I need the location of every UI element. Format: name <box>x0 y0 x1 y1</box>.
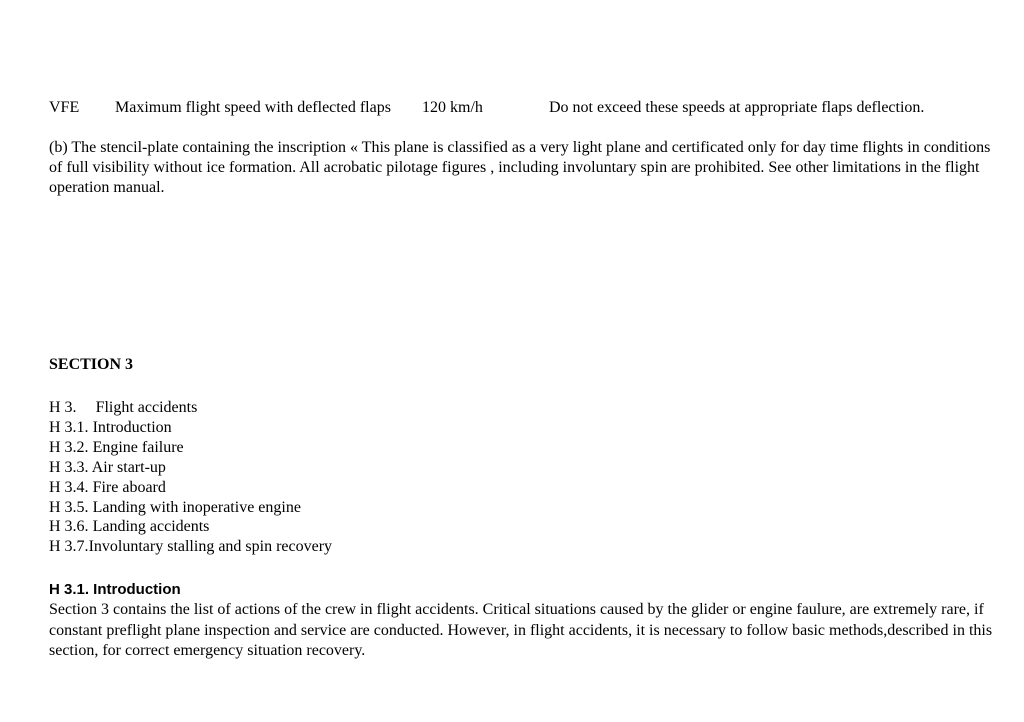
introduction-paragraph: Section 3 contains the list of actions of the crew in flight accidents. Critical situations caused by the glider or engine faulure, are extremely rare, if constant preflight plane inspection and service are conducted. However, in flight accidents, it is necessary to follow basic methods,described in this section, for correct emergency situation recovery. <box>49 601 993 659</box>
toc-item-title: Engine failure <box>92 438 184 456</box>
toc-item <box>49 418 332 438</box>
toc-item-title: Flight accidents <box>95 399 198 416</box>
toc-item-title: Air start-up <box>91 458 166 476</box>
toc-item-code: H 3.7. <box>49 538 89 556</box>
toc-item <box>49 498 332 518</box>
toc-item-code: H 3.3. <box>49 458 89 476</box>
toc-item-code: H 3.1. <box>49 418 89 436</box>
introduction-heading: H 3.1. Introduction <box>49 581 181 598</box>
toc-item-title: Introduction <box>92 418 172 436</box>
vfe-description: Maximum flight speed with deflected flaps <box>115 99 391 116</box>
toc-item <box>49 438 332 458</box>
toc-item <box>49 478 332 498</box>
toc-item-title: Landing with inoperative engine <box>92 498 301 516</box>
vfe-speed: 120 km/h <box>422 99 483 116</box>
toc-item <box>49 517 332 537</box>
toc-item-title: Landing accidents <box>92 518 210 536</box>
toc-item-title: Fire aboard <box>92 478 166 496</box>
vfe-note: Do not exceed these speeds at appropriate flaps deflection. <box>549 99 925 116</box>
toc-item-code: H 3. <box>49 399 77 416</box>
section-title: SECTION 3 <box>49 356 134 373</box>
toc-item-code: H 3.2. <box>49 438 89 456</box>
toc-item-title: Involuntary stalling and spin recovery <box>88 538 333 556</box>
toc-item-code: H 3.4. <box>49 478 89 496</box>
toc-item-code: H 3.5. <box>49 498 89 516</box>
toc-item-code: H 3.6. <box>49 518 89 536</box>
toc-item <box>49 458 332 478</box>
toc-item <box>49 398 332 418</box>
toc-item <box>49 537 332 557</box>
vfe-code: VFE <box>49 99 80 116</box>
table-of-contents <box>49 398 332 557</box>
vfe-limit-row <box>49 98 1009 118</box>
stencil-plate-paragraph: (b) The stencil-plate containing the inscription « This plane is classified as a very light plane and certificated only for day time flights in conditions of full visibility without ice formation. All acrobatic pilotage figures , including involuntary spin are prohibited. See other limitations in the flight operation manual. <box>49 139 991 196</box>
